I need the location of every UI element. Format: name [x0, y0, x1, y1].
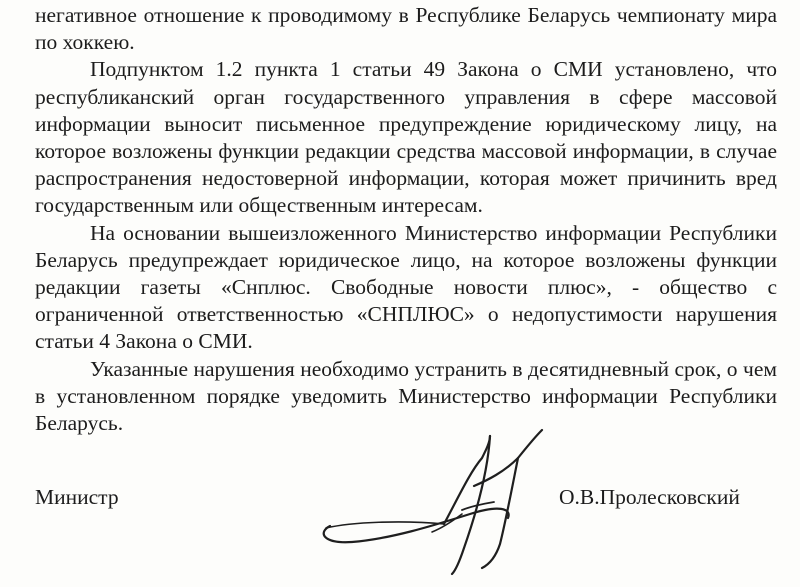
paragraph-fragment: негативное отношение к проводимому в Республике Беларусь чемпионату мира по хоккею. [35, 3, 777, 55]
signer-name: О.В.Пролесковский [559, 485, 740, 509]
paragraph-warning: На основании вышеизложенного Министерство информации Республики Беларусь предупреждает юридическое лицо, на которое возложены функции редакции газеты «Снплюс. Свободные новости плюс», - общество с ограниченной ответственностью «СНПЛЮС» о недопустимости нарушения статьи 4 Закона о СМИ. [35, 220, 777, 354]
signer-position: Министр [35, 485, 119, 509]
paragraph-deadline: Указанные нарушения необходимо устранить в десятидневный срок, о чем в установленном порядке уведомить Министерство информации Республики Беларусь. [35, 356, 777, 436]
handwritten-signature [312, 428, 552, 578]
paragraph-law: Подпунктом 1.2 пункта 1 статьи 49 Закона о СМИ установлено, что республиканский орган государственного управления в сфере массовой информации выносит письменное предупреждение юридическому лицу, на которое возложены функции редакции средства массовой информации, в случае распространения недостоверной информации, которая может причинить вред государственным или общественным интересам. [35, 57, 777, 218]
document-body [35, 2, 777, 437]
